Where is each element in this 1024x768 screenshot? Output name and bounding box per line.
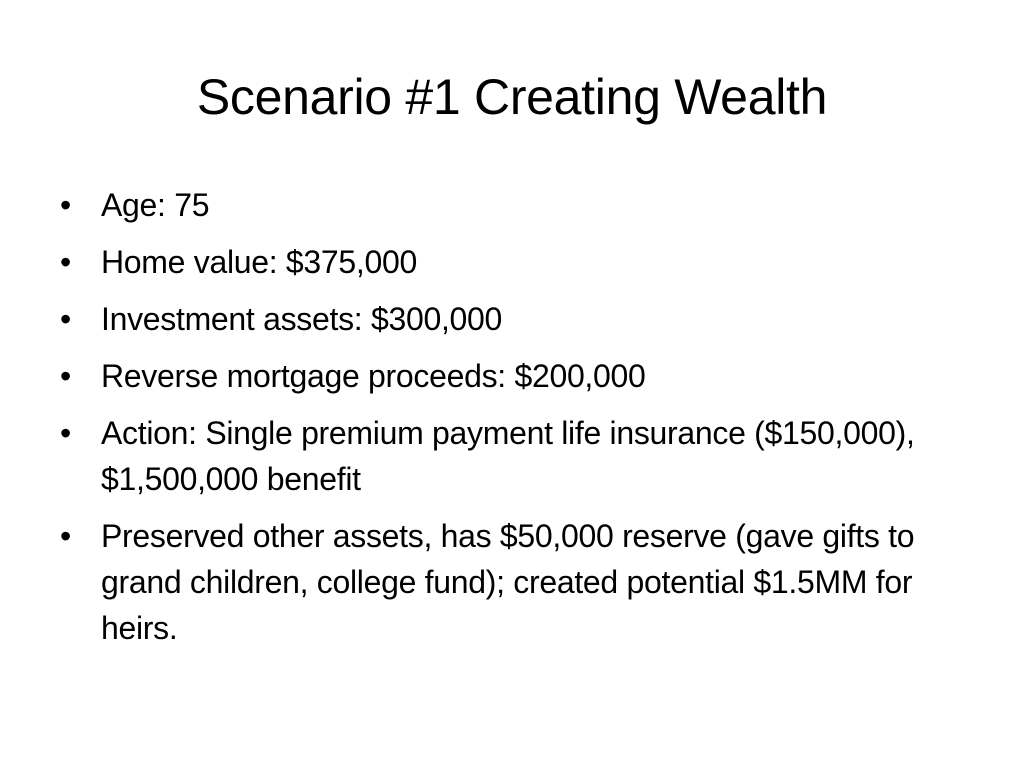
- bullet-text: Investment assets: $300,000: [101, 301, 503, 337]
- bullet-item-reverse-mortgage: [56, 353, 956, 399]
- bullet-item-home-value: [56, 239, 956, 285]
- bullet-icon: •: [60, 301, 71, 337]
- bullet-item-investment-assets: [56, 296, 956, 342]
- bullet-icon: •: [60, 187, 71, 223]
- bullet-text: Reverse mortgage proceeds: $200,000: [101, 358, 646, 394]
- bullet-icon: •: [60, 244, 71, 280]
- bullet-item-outcome: [56, 513, 956, 651]
- bullet-text: Preserved other assets, has $50,000 reserve (gave gifts to grand children, college fund); created potential $1.5MM for heirs.: [101, 518, 915, 646]
- bullet-list: [56, 182, 956, 662]
- bullet-text: Age: 75: [101, 187, 210, 223]
- bullet-item-age: [56, 182, 956, 228]
- bullet-text: Action: Single premium payment life insurance ($150,000), $1,500,000 benefit: [101, 415, 915, 497]
- slide-title: Scenario #1 Creating Wealth: [196, 69, 828, 125]
- bullet-item-action: [56, 410, 956, 502]
- bullet-icon: •: [60, 358, 71, 394]
- bullet-text: Home value: $375,000: [101, 244, 418, 280]
- bullet-icon: •: [60, 518, 71, 554]
- bullet-icon: •: [60, 415, 71, 451]
